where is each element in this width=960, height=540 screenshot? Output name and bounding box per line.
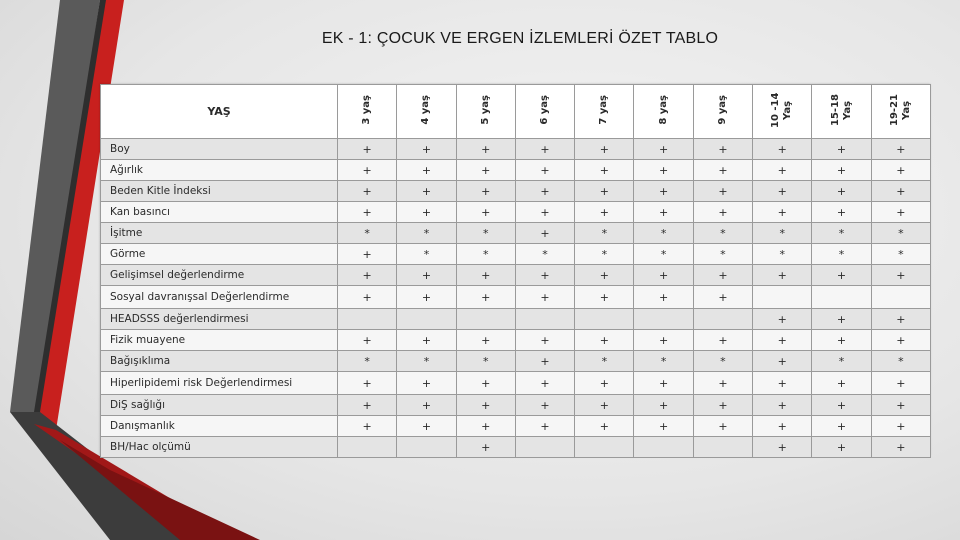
table-cell: + (575, 160, 634, 181)
age-header (575, 85, 634, 139)
table-cell: + (338, 181, 397, 202)
age-header-label: 9 yaş (716, 95, 728, 125)
row-label: Görme (101, 244, 338, 265)
table-cell: * (338, 223, 397, 244)
age-header (338, 85, 397, 139)
table-cell: + (515, 160, 574, 181)
table-cell: + (812, 181, 871, 202)
row-label: Bağışıklıma (101, 351, 338, 372)
table-cell: * (456, 244, 515, 265)
table-cell (575, 309, 634, 330)
age-header (753, 85, 812, 139)
table-cell: + (397, 416, 456, 437)
age-header-label: 19-21 Yaş (888, 94, 912, 126)
table-cell: + (753, 437, 812, 458)
table-row (101, 437, 931, 458)
age-header-label: 7 yaş (598, 95, 610, 125)
table-cell: + (575, 372, 634, 395)
table-cell: + (812, 265, 871, 286)
table-cell: + (575, 265, 634, 286)
table-cell: * (397, 223, 456, 244)
table-cell: + (634, 395, 693, 416)
table-cell: * (812, 351, 871, 372)
table-cell: + (397, 139, 456, 160)
age-header-label: 5 yaş (479, 95, 491, 125)
table-cell: + (397, 330, 456, 351)
table-cell: + (812, 139, 871, 160)
table-cell: + (456, 395, 515, 416)
table-cell: + (871, 309, 930, 330)
table-cell: + (338, 244, 397, 265)
row-label: Kan basıncı (101, 202, 338, 223)
header-row (101, 85, 931, 139)
page-title: EK - 1: ÇOCUK VE ERGEN İZLEMLERİ ÖZET TABLO (321, 30, 719, 47)
table-cell: + (693, 160, 752, 181)
table-cell: + (515, 286, 574, 309)
table-cell (338, 309, 397, 330)
table-row (101, 372, 931, 395)
age-header (456, 85, 515, 139)
table-cell: + (634, 372, 693, 395)
table-row (101, 309, 931, 330)
table-cell: + (693, 286, 752, 309)
table-cell (634, 437, 693, 458)
table-cell: + (575, 395, 634, 416)
row-label: Sosyal davranışsal Değerlendirme (101, 286, 338, 309)
table-cell: + (634, 286, 693, 309)
table-cell (397, 309, 456, 330)
summary-table-container (100, 84, 930, 456)
row-label: İşitme (101, 223, 338, 244)
table-row (101, 181, 931, 202)
table-row (101, 351, 931, 372)
table-cell: + (753, 416, 812, 437)
table-cell (515, 437, 574, 458)
table-cell: + (338, 416, 397, 437)
table-row (101, 202, 931, 223)
table-cell (515, 309, 574, 330)
table-row (101, 265, 931, 286)
table-cell: + (397, 395, 456, 416)
table-cell: + (693, 416, 752, 437)
table-cell: + (397, 372, 456, 395)
table-cell: + (397, 160, 456, 181)
table-cell: + (753, 181, 812, 202)
table-cell: + (693, 265, 752, 286)
age-header-label: 10 -14 Yaş (770, 92, 794, 128)
table-cell: + (871, 330, 930, 351)
table-cell: + (575, 202, 634, 223)
age-header (693, 85, 752, 139)
table-cell: + (575, 416, 634, 437)
table-cell: + (575, 139, 634, 160)
table-cell: + (693, 330, 752, 351)
table-cell: * (753, 223, 812, 244)
table-cell: + (338, 265, 397, 286)
table-cell: + (634, 160, 693, 181)
table-cell: + (456, 181, 515, 202)
table-cell: + (634, 265, 693, 286)
table-cell: + (812, 372, 871, 395)
table-cell: + (456, 265, 515, 286)
table-cell: + (693, 372, 752, 395)
table-cell: + (338, 160, 397, 181)
table-cell: + (397, 202, 456, 223)
summary-table (100, 84, 931, 458)
row-label: Beden Kitle İndeksi (101, 181, 338, 202)
table-cell: + (515, 330, 574, 351)
table-cell: + (338, 202, 397, 223)
table-cell: + (871, 416, 930, 437)
table-cell: + (515, 395, 574, 416)
table-cell: + (693, 395, 752, 416)
table-cell: + (634, 181, 693, 202)
table-cell: + (456, 372, 515, 395)
table-cell: + (753, 372, 812, 395)
table-cell: + (515, 372, 574, 395)
table-row (101, 244, 931, 265)
table-cell: + (812, 330, 871, 351)
table-cell: * (634, 351, 693, 372)
table-cell: + (456, 416, 515, 437)
table-cell: * (397, 244, 456, 265)
table-cell: + (871, 372, 930, 395)
row-label: Fizik muayene (101, 330, 338, 351)
table-cell: + (515, 181, 574, 202)
row-label: DiŞ sağlığı (101, 395, 338, 416)
table-cell: * (693, 223, 752, 244)
table-cell: * (575, 351, 634, 372)
age-header-label: 8 yaş (657, 95, 669, 125)
table-cell: + (753, 309, 812, 330)
table-cell (456, 309, 515, 330)
table-cell: * (456, 223, 515, 244)
table-cell: + (812, 309, 871, 330)
age-header (397, 85, 456, 139)
table-cell: + (634, 416, 693, 437)
table-cell: + (871, 202, 930, 223)
table-cell: * (515, 244, 574, 265)
row-label: BH/Hac olçümü (101, 437, 338, 458)
table-row (101, 223, 931, 244)
table-cell: + (753, 139, 812, 160)
table-cell: * (338, 351, 397, 372)
age-header (634, 85, 693, 139)
table-cell: * (634, 223, 693, 244)
table-cell: + (456, 139, 515, 160)
table-row (101, 286, 931, 309)
table-cell: + (575, 181, 634, 202)
table-cell: + (753, 265, 812, 286)
table-cell: + (871, 181, 930, 202)
table-cell: + (812, 160, 871, 181)
table-cell: + (812, 416, 871, 437)
table-cell: + (338, 139, 397, 160)
table-cell: + (634, 139, 693, 160)
table-cell: + (753, 202, 812, 223)
table-cell: + (456, 160, 515, 181)
age-header (871, 85, 930, 139)
table-cell (753, 286, 812, 309)
table-cell: + (753, 160, 812, 181)
table-cell (575, 437, 634, 458)
table-cell: + (338, 395, 397, 416)
table-cell: * (871, 244, 930, 265)
age-header-label: 4 yaş (420, 95, 432, 125)
row-label: Boy (101, 139, 338, 160)
table-cell: + (515, 223, 574, 244)
table-cell: * (456, 351, 515, 372)
table-cell: + (397, 286, 456, 309)
table-cell: * (397, 351, 456, 372)
table-cell: + (338, 330, 397, 351)
table-cell: + (575, 330, 634, 351)
table-cell: + (812, 395, 871, 416)
table-cell: + (397, 181, 456, 202)
table-cell: + (456, 330, 515, 351)
table-cell (397, 437, 456, 458)
table-body (101, 139, 931, 458)
table-cell: * (753, 244, 812, 265)
table-cell: + (871, 437, 930, 458)
table-row (101, 395, 931, 416)
table-cell: + (812, 202, 871, 223)
table-cell: + (515, 265, 574, 286)
table-cell: + (515, 351, 574, 372)
table-cell: + (753, 330, 812, 351)
table-cell: + (812, 437, 871, 458)
age-header-label: 3 yaş (361, 95, 373, 125)
table-cell: + (871, 139, 930, 160)
table-cell: * (575, 244, 634, 265)
age-header-label: 15-18 Yaş (829, 94, 853, 126)
table-cell: + (456, 286, 515, 309)
table-cell: + (693, 181, 752, 202)
table-cell (812, 286, 871, 309)
table-cell: + (753, 351, 812, 372)
table-cell: + (634, 330, 693, 351)
table-cell: + (515, 416, 574, 437)
row-label: Gelişimsel değerlendirme (101, 265, 338, 286)
age-header (515, 85, 574, 139)
table-cell: * (871, 223, 930, 244)
table-cell: + (456, 202, 515, 223)
table-cell: * (634, 244, 693, 265)
table-cell: + (871, 160, 930, 181)
table-cell: + (515, 139, 574, 160)
table-cell: + (575, 286, 634, 309)
table-cell: + (871, 265, 930, 286)
row-label: Hiperlipidemi risk Değerlendirmesi (101, 372, 338, 395)
table-cell: * (871, 351, 930, 372)
table-cell: * (812, 223, 871, 244)
row-label: Danışmanlık (101, 416, 338, 437)
table-row (101, 330, 931, 351)
table-cell: + (634, 202, 693, 223)
table-cell: * (812, 244, 871, 265)
table-cell: * (575, 223, 634, 244)
table-row (101, 160, 931, 181)
table-row (101, 139, 931, 160)
table-cell: + (871, 395, 930, 416)
table-cell (634, 309, 693, 330)
table-cell: * (693, 244, 752, 265)
age-header-label: 6 yaş (539, 95, 551, 125)
row-label: Ağırlık (101, 160, 338, 181)
table-cell (338, 437, 397, 458)
corner-header: YAŞ (101, 85, 338, 139)
table-cell (871, 286, 930, 309)
table-cell: + (753, 395, 812, 416)
table-cell: + (515, 202, 574, 223)
age-header (812, 85, 871, 139)
table-cell (693, 309, 752, 330)
table-cell: + (693, 202, 752, 223)
table-cell: + (338, 286, 397, 309)
table-cell: + (456, 437, 515, 458)
table-cell (693, 437, 752, 458)
table-cell: + (397, 265, 456, 286)
table-cell: + (693, 139, 752, 160)
table-cell: * (693, 351, 752, 372)
row-label: HEADSSS değerlendirmesi (101, 309, 338, 330)
table-cell: + (338, 372, 397, 395)
table-row (101, 416, 931, 437)
